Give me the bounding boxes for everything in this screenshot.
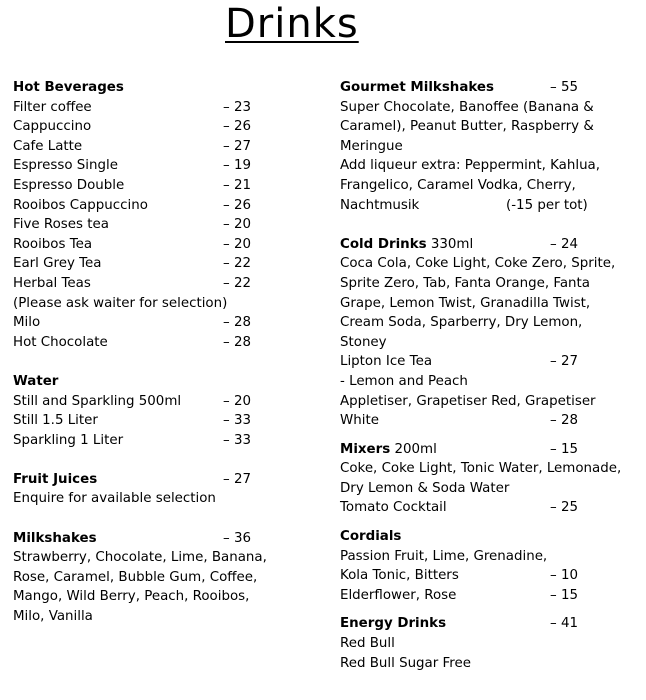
menu-item: Five Roses tea – 20 — [13, 217, 251, 233]
menu-line: Milo, Vanilla — [13, 609, 93, 625]
section-heading-gourmet: Gourmet Milkshakes – 55 — [340, 80, 578, 95]
menu-line: Passion Fruit, Lime, Grenadine, — [340, 548, 548, 564]
menu-item: Milo – 28 — [13, 315, 251, 331]
menu-line: Dry Lemon & Soda Water — [340, 480, 510, 496]
menu-line: Cream Soda, Sparberry, Dry Lemon, — [340, 315, 583, 331]
section-heading-water: Water — [13, 373, 59, 389]
menu-line: - Lemon and Peach — [340, 373, 468, 389]
menu-line: Mango, Wild Berry, Peach, Rooibos, — [13, 589, 250, 605]
menu-item: Espresso Single – 19 — [13, 158, 251, 174]
page-title: Drinks — [225, 1, 359, 47]
menu-line: Appletiser, Grapetiser Red, Grapetiser — [340, 393, 596, 409]
menu-line: Coca Cola, Coke Light, Coke Zero, Sprite, — [340, 256, 616, 272]
section-heading-cordials: Cordials — [340, 529, 402, 545]
menu-line: Stoney — [340, 334, 387, 350]
menu-item: Lipton Ice Tea – 27 — [340, 354, 578, 370]
menu-item: Herbal Teas – 22 — [13, 275, 251, 291]
section-heading-juices: Fruit Juices – 27 — [13, 471, 251, 487]
menu-item: Rooibos Tea – 20 — [13, 236, 251, 252]
menu-item: Earl Grey Tea – 22 — [13, 256, 251, 272]
menu-item: Filter coffee – 23 — [13, 99, 251, 115]
right-column — [340, 78, 640, 673]
menu-line: Strawberry, Chocolate, Lime, Banana, — [13, 550, 267, 566]
menu-item: Hot Chocolate – 28 — [13, 334, 251, 350]
menu-line: Nachtmusik (-15 per tot) — [340, 197, 588, 213]
section-heading-hot: Hot Beverages — [13, 80, 124, 95]
menu-line: Caramel), Peanut Butter, Raspberry & — [340, 119, 594, 135]
menu-line: Meringue — [340, 138, 403, 154]
menu-item: Elderflower, Rose – 15 — [340, 587, 578, 603]
section-heading-mixers: Mixers 200ml – 15 — [340, 441, 578, 457]
menu-item: Still 1.5 Liter – 33 — [13, 413, 251, 429]
menu-line: Coke, Coke Light, Tonic Water, Lemonade, — [340, 461, 622, 477]
section-heading-cold: Cold Drinks 330ml – 24 — [340, 236, 578, 252]
menu-item: Espresso Double – 21 — [13, 177, 251, 193]
left-column — [13, 78, 273, 627]
menu-line: Sprite Zero, Tab, Fanta Orange, Fanta — [340, 275, 590, 291]
menu-line: Grape, Lemon Twist, Granadilla Twist, — [340, 295, 591, 311]
menu-item: Cafe Latte – 27 — [13, 138, 251, 154]
menu-item: White – 28 — [340, 413, 578, 429]
menu-item: Sparkling 1 Liter – 33 — [13, 432, 251, 448]
menu-item: Cappuccino – 26 — [13, 119, 251, 135]
menu-item: Kola Tonic, Bitters – 10 — [340, 568, 578, 584]
menu-line: Red Bull Sugar Free — [340, 655, 471, 671]
section-heading-energy: Energy Drinks – 41 — [340, 616, 578, 632]
section-heading-milkshakes: Milkshakes – 36 — [13, 530, 251, 546]
menu-line: Rose, Caramel, Bubble Gum, Coffee, — [13, 569, 258, 585]
menu-line: Add liqueur extra: Peppermint, Kahlua, — [340, 158, 601, 174]
menu-item: Still and Sparkling 500ml – 20 — [13, 393, 251, 409]
menu-item: Rooibos Cappuccino – 26 — [13, 197, 251, 213]
menu-line: Frangelico, Caramel Vodka, Cherry, — [340, 177, 576, 193]
menu-note: (Please ask waiter for selection) — [13, 295, 228, 311]
menu-line: Super Chocolate, Banoffee (Banana & — [340, 99, 594, 115]
menu-line: Red Bull — [340, 636, 395, 652]
menu-line: Enquire for available selection — [13, 491, 216, 507]
menu-item: Tomato Cocktail – 25 — [340, 500, 578, 516]
